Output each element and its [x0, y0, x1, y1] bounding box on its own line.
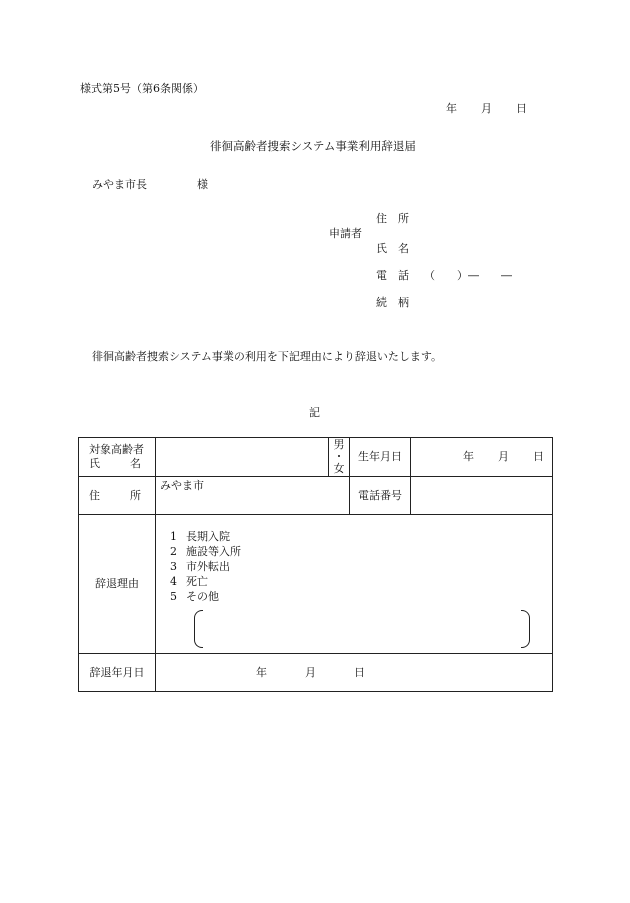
reason-item[interactable]: 3 市外転出	[170, 560, 230, 573]
address-row	[79, 477, 553, 515]
withdraw-month: 月	[305, 665, 316, 679]
addressee-name: みやま市長	[92, 178, 147, 191]
applicant-relation-label: 続 柄	[376, 296, 409, 309]
birth-month: 月	[498, 450, 509, 463]
gender-male: 男	[333, 438, 345, 451]
subject-label-name-a: 氏	[89, 457, 100, 470]
applicant-address-label: 住 所	[376, 212, 409, 225]
gender-female: 女	[333, 462, 345, 475]
body-statement: 徘徊高齢者捜索システム事業の利用を下記理由により辞退いたします。	[92, 350, 443, 363]
birth-day: 日	[533, 450, 544, 463]
withdrawal-table	[78, 437, 553, 692]
birth-year: 年	[463, 450, 474, 463]
reason-item[interactable]: 2 施設等入所	[170, 545, 241, 558]
reason-item[interactable]: 1 長期入院	[170, 530, 230, 543]
address-field[interactable]	[156, 477, 350, 515]
reason-row	[79, 515, 553, 654]
form-number: 様式第5号（第6条関係）	[80, 82, 204, 95]
birthdate-field[interactable]	[411, 438, 553, 477]
address-value: みやま市	[160, 479, 204, 492]
phone-label: 電話番号	[350, 477, 411, 515]
withdraw-date-field[interactable]	[156, 654, 553, 692]
subject-label-line1: 対象高齢者	[89, 443, 144, 456]
header-date-year: 年	[446, 102, 457, 115]
withdraw-date-label: 辞退年月日	[79, 654, 156, 692]
applicant-phone-label: 電 話	[376, 269, 409, 282]
ki-mark: 記	[309, 406, 320, 419]
document-title: 徘徊高齢者捜索システム事業利用辞退届	[210, 139, 416, 153]
gender-dot: ・	[333, 450, 345, 463]
subject-label-cell	[79, 438, 156, 477]
applicant-label: 申請者	[329, 227, 362, 240]
applicant-phone-format: （ ）― ―	[424, 269, 512, 282]
address-label-b: 所	[130, 488, 141, 502]
withdraw-day: 日	[354, 665, 365, 679]
reason-item[interactable]: 5 その他	[170, 590, 219, 603]
applicant-name-label: 氏 名	[376, 242, 409, 255]
subject-row	[79, 438, 553, 477]
left-bracket	[194, 610, 203, 648]
phone-field[interactable]	[411, 477, 553, 515]
address-label-a: 住	[89, 488, 100, 502]
other-reason-field[interactable]	[170, 610, 548, 648]
reason-item[interactable]: 4 死亡	[170, 575, 208, 588]
subject-name-field[interactable]	[156, 438, 329, 477]
address-label-cell	[79, 477, 156, 515]
reason-field[interactable]	[156, 515, 553, 654]
header-date-day: 日	[516, 102, 527, 115]
header-date	[446, 100, 527, 116]
reason-list	[170, 529, 548, 604]
gender-cell[interactable]	[329, 438, 350, 477]
reason-label: 辞退理由	[79, 515, 156, 654]
withdraw-date-row	[79, 654, 553, 692]
birthdate-label: 生年月日	[350, 438, 411, 477]
addressee-honorific: 様	[197, 178, 208, 191]
subject-label-name-b: 名	[130, 457, 141, 470]
header-date-month: 月	[481, 102, 492, 115]
withdraw-year: 年	[256, 665, 267, 679]
right-bracket	[521, 610, 530, 648]
